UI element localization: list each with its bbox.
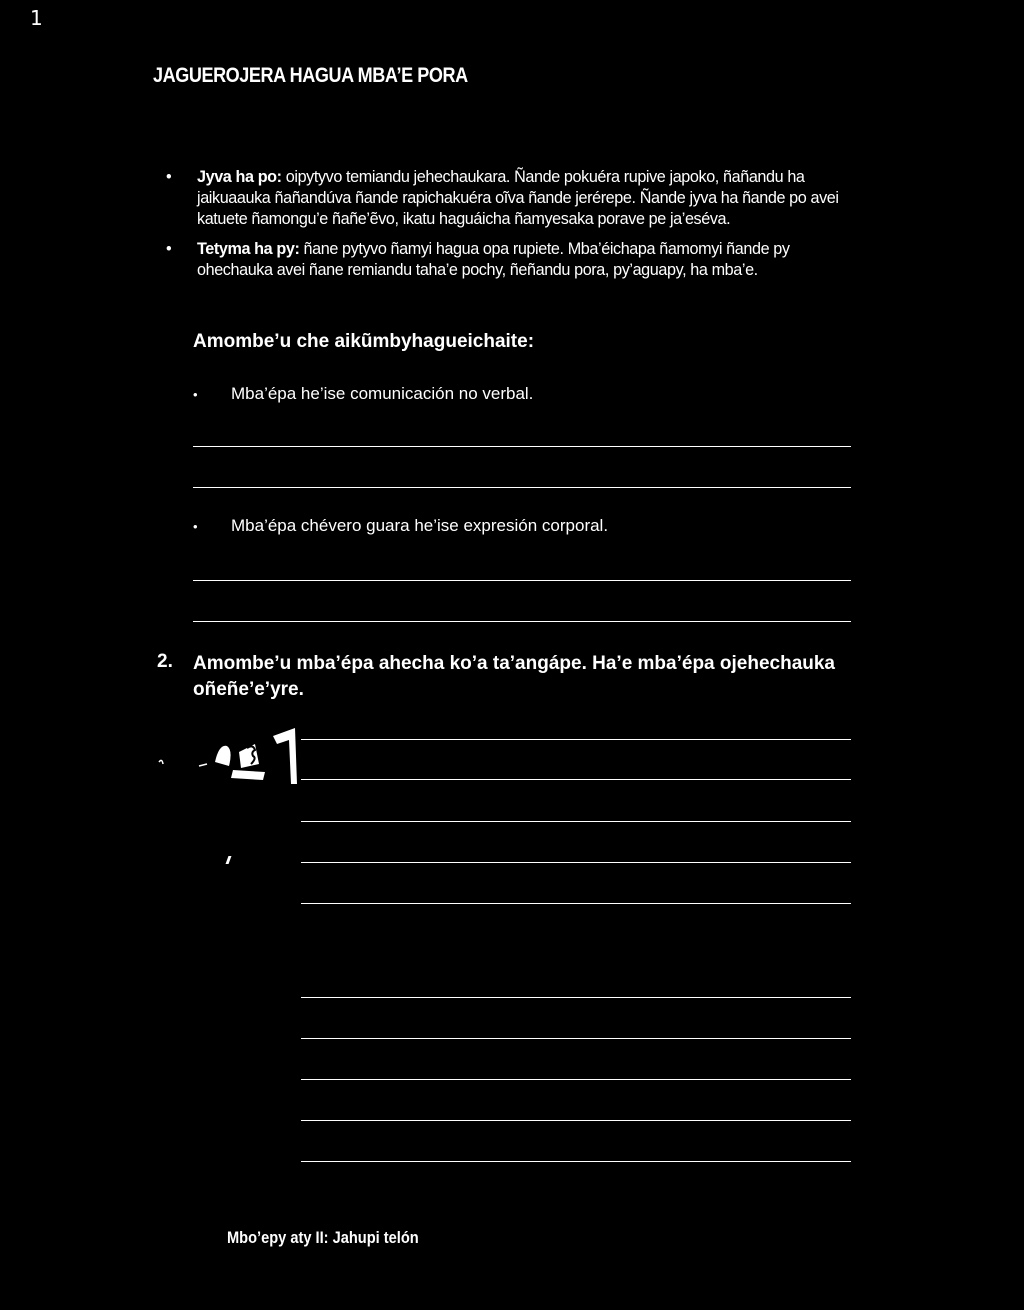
bullet-icon: • [166, 240, 172, 258]
answer-line[interactable] [193, 446, 851, 447]
answer-line[interactable] [193, 621, 851, 622]
bullet-text: ñane pytyvo ñamyi hagua opa rupiete. Mba’éichapa ñamomyi ñande py ohechauka avei ñane remiandu taha’e pochy, ñeñandu pora, py’aguapy, ha mba’e. [197, 240, 790, 279]
question-text: Amombe’u mba’épa ahecha ko’a ta’angápe. Ha’e mba’épa ojehechauka oñeñe’e’yre. [193, 653, 836, 700]
decorative-mark [226, 856, 232, 864]
illustration-image [155, 722, 305, 792]
bullet-list [166, 167, 866, 290]
header-title: JAGUEROJERA HAGUA MBA’E PORA [153, 64, 468, 87]
list-item-text: Mba’épa chévero guara he’ise expresión corporal. [231, 516, 609, 535]
bullet-item-tetyma [166, 239, 866, 281]
bullet-icon: • [166, 168, 172, 186]
bullet-label: Jyva ha po: [197, 168, 282, 186]
answer-line[interactable] [193, 487, 851, 488]
answer-line[interactable] [301, 1079, 851, 1080]
answer-line[interactable] [301, 903, 851, 904]
bullet-text: oipytyvo temiandu jehechaukara. Ñande pokuéra rupive japoko, ñañandu ha jaikuaauka ñañandúva ñande rapichakuéra oĩva ñande jerérepe. Ñande jyva ha ñande po avei katuete ñamongu’e ñañe’ẽvo, ikatu haguáicha ñamyesaka porave pe ja’eséva. [197, 168, 839, 228]
answer-line[interactable] [301, 997, 851, 998]
list-item-text: Mba’épa he’ise comunicación no verbal. [231, 384, 534, 403]
bullet-icon: • [193, 387, 198, 402]
section-heading: Amombe’u che aikũmbyhagueichaite: [193, 331, 535, 352]
footer-title: Mbo’epy aty II: Jahupi telón [227, 1228, 419, 1247]
answer-line[interactable] [301, 821, 851, 822]
answer-line[interactable] [301, 1161, 851, 1162]
answer-line[interactable] [301, 739, 851, 740]
answer-line[interactable] [301, 779, 851, 780]
page-number: 1 [30, 6, 43, 30]
answer-line[interactable] [193, 580, 851, 581]
bullet-icon: • [193, 519, 198, 534]
bullet-item-jyva [166, 167, 866, 230]
question-number: 2. [157, 651, 173, 672]
answer-line[interactable] [301, 862, 851, 863]
answer-line[interactable] [301, 1038, 851, 1039]
answer-line[interactable] [301, 1120, 851, 1121]
bullet-label: Tetyma ha py: [197, 240, 300, 258]
